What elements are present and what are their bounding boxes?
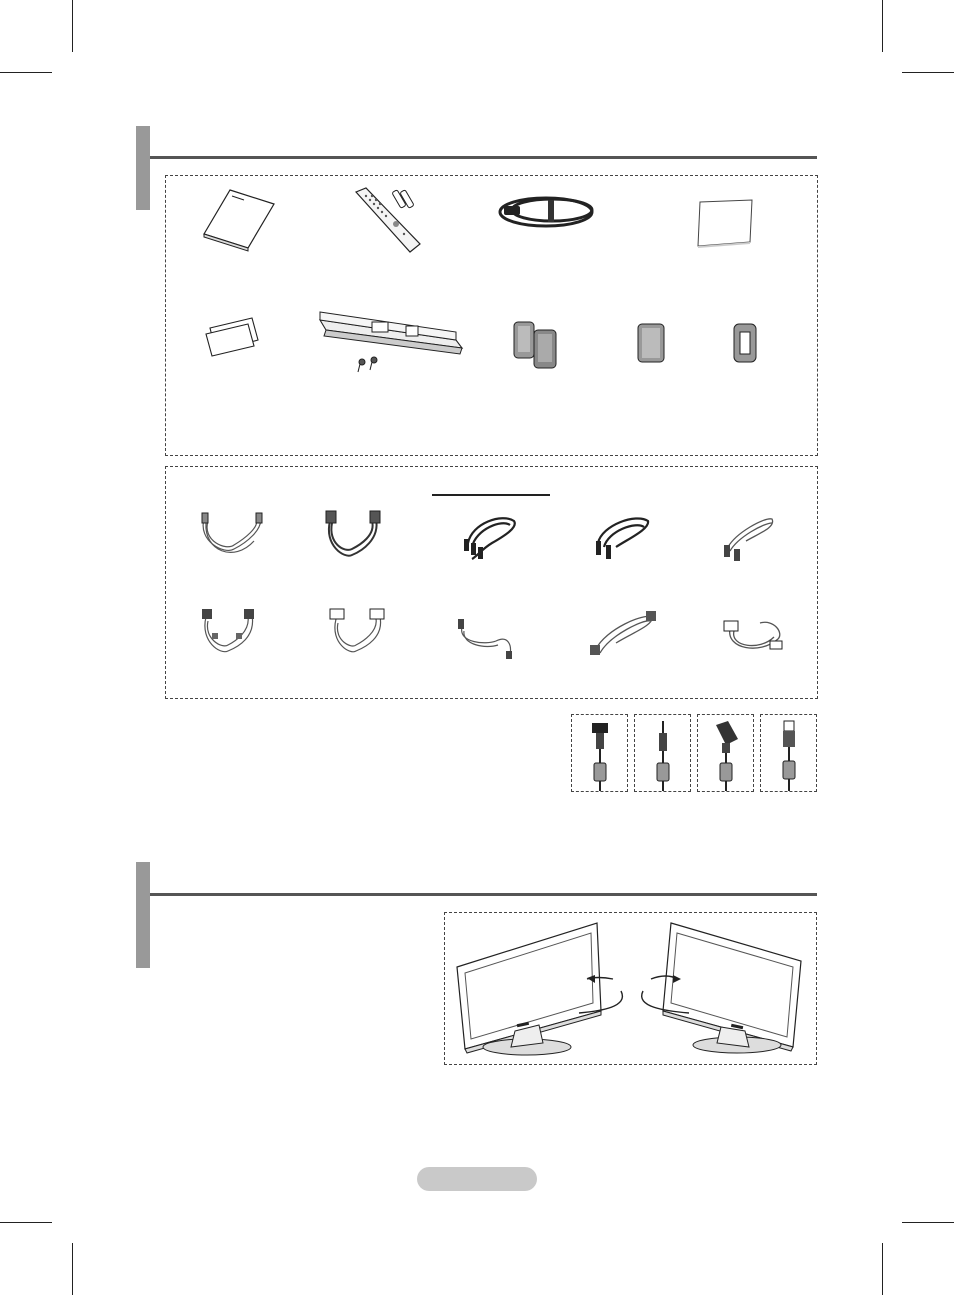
stand-base-screws-icon: [316, 304, 468, 374]
owners-manual-icon: [200, 186, 280, 252]
usb-plug-ferrite-box: [760, 714, 817, 792]
optional-cables-heading-underline: [432, 494, 550, 496]
pc-audio-cable-icon: [456, 615, 520, 661]
audio-jack-ferrite-box: [634, 714, 691, 792]
angled-plug-ferrite-icon: [710, 719, 742, 791]
component-cable-icon: [194, 511, 268, 561]
crop-mark-tl-v: [72, 0, 73, 52]
angled-plug-ferrite-box: [697, 714, 754, 792]
ferrite-core-icon: [636, 322, 666, 364]
power-cord-icon: [496, 190, 606, 236]
page-number-pill: [417, 1167, 537, 1191]
remote-control-batteries-icon: [352, 186, 434, 256]
scart-cable-icon: [326, 607, 388, 657]
section-accessories-rule: [150, 156, 817, 159]
audio-cable-icon: [592, 513, 652, 561]
pc-cable-icon: [196, 607, 260, 657]
section-accessories-marker: [136, 126, 150, 210]
hdmi-dvi-cable-icon: [588, 609, 658, 657]
section-swivel-marker: [136, 862, 150, 968]
crop-mark-br-v: [882, 1243, 883, 1295]
rf-cable-icon: [722, 513, 778, 561]
crop-mark-tr-v: [882, 0, 883, 52]
av-cable-icon: [462, 513, 520, 561]
cleaning-cloth-icon: [692, 198, 758, 250]
audio-jack-ferrite-icon: [649, 719, 677, 791]
power-plug-ferrite-icon: [586, 721, 614, 791]
dvi-cable-icon: [720, 609, 786, 657]
section-swivel-rule: [150, 893, 817, 896]
ferrite-core-pair-icon: [512, 320, 564, 370]
accessories-box: [165, 175, 818, 456]
crop-mark-bl-h: [0, 1222, 52, 1223]
tv-swivel-left-right-icon: [453, 919, 809, 1059]
ferrite-core-small-icon: [732, 322, 758, 364]
crop-mark-br-h: [902, 1222, 954, 1223]
crop-mark-tr-h: [902, 72, 954, 73]
crop-mark-bl-v: [72, 1243, 73, 1295]
swivel-illustration-box: [444, 912, 817, 1065]
crop-mark-tl-h: [0, 72, 52, 73]
warranty-card-icon: [204, 314, 262, 356]
power-plug-ferrite-box: [571, 714, 628, 792]
optional-cables-box: [165, 466, 818, 699]
usb-plug-ferrite-icon: [775, 719, 803, 791]
hdmi-cable-icon: [322, 509, 384, 561]
